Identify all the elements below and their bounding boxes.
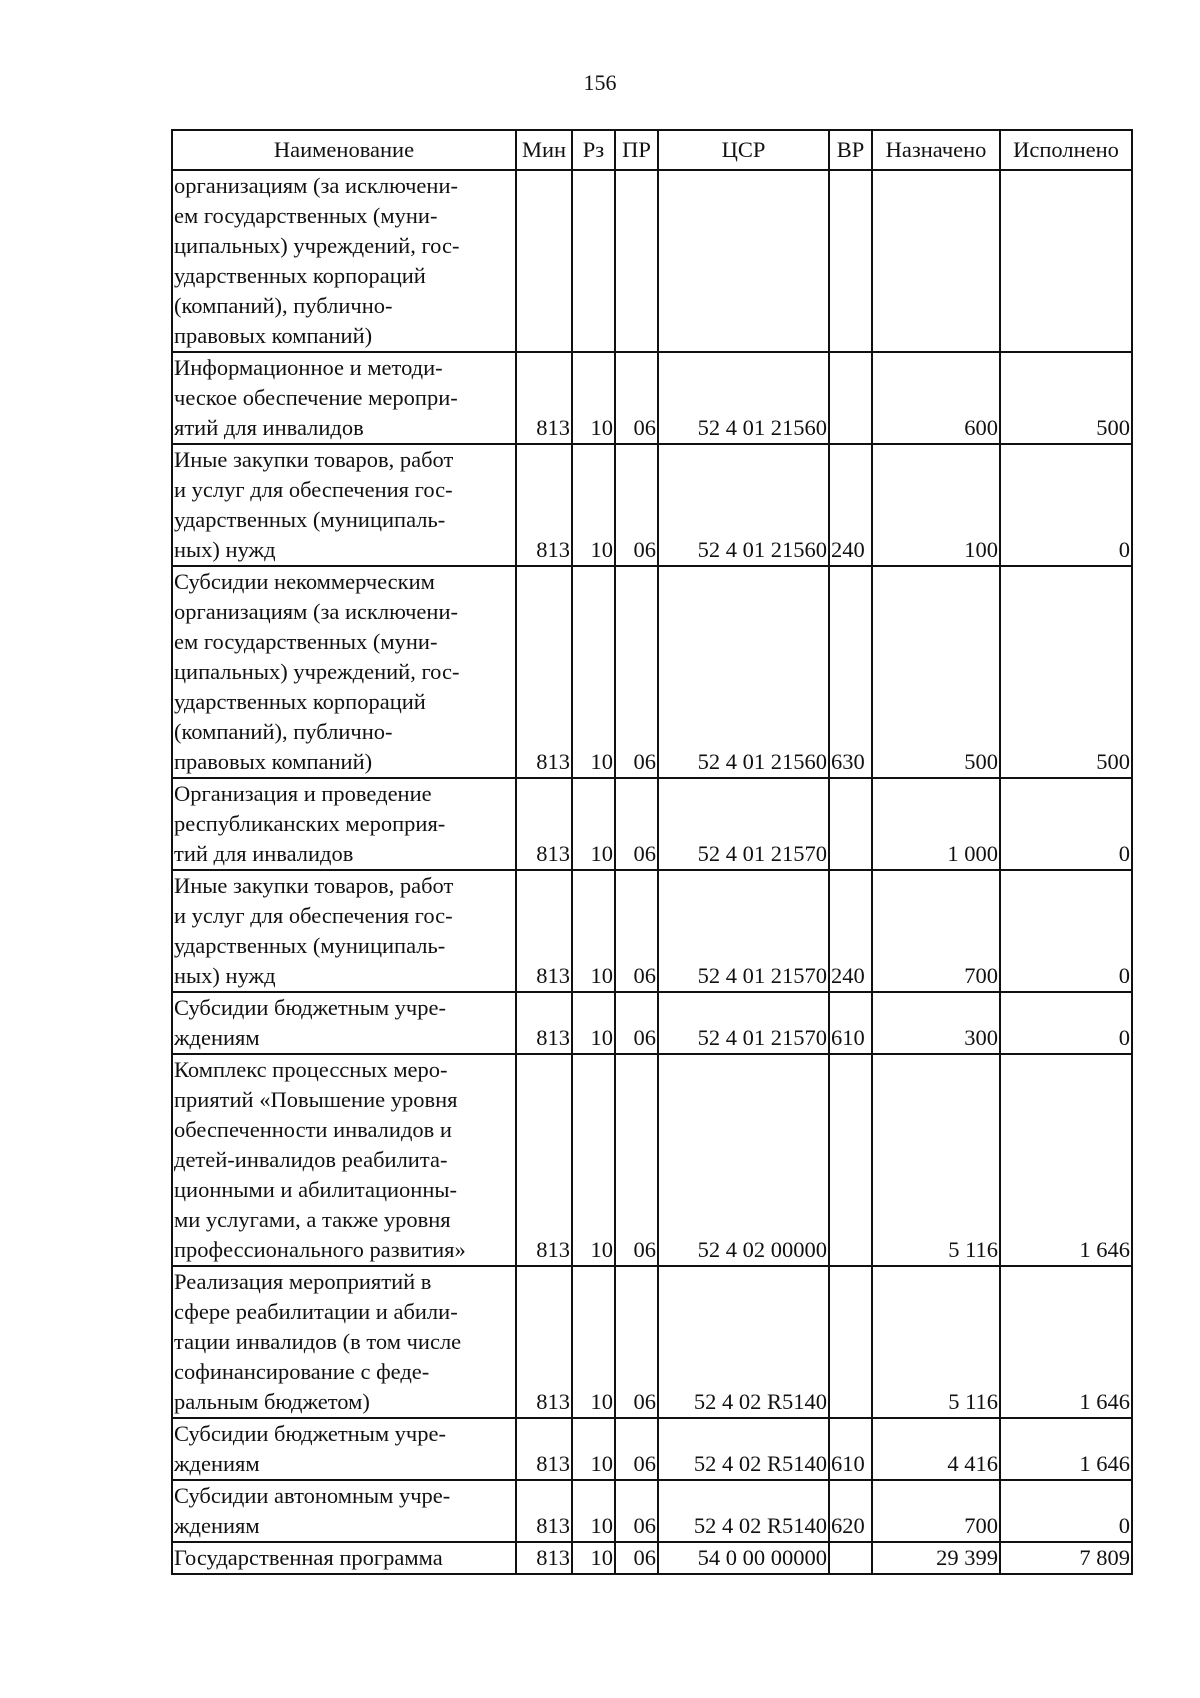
cell-csr: 52 4 02 00000 — [658, 1054, 829, 1266]
cell-assigned: 500 — [872, 566, 1000, 778]
table-row — [172, 170, 1132, 352]
cell-rz: 10 — [572, 566, 615, 778]
cell-vr — [829, 1266, 872, 1418]
cell-rz: 10 — [572, 1542, 615, 1574]
cell-executed: 0 — [1000, 444, 1132, 566]
name-line: (компаний), публично- — [174, 719, 393, 744]
cell-pr: 06 — [615, 992, 658, 1054]
cell-pr: 06 — [615, 566, 658, 778]
name-line: Субсидии некоммерческим — [174, 569, 435, 594]
table-row — [172, 1480, 1132, 1542]
name-line: правовых компаний) — [174, 749, 373, 774]
cell-min — [516, 170, 572, 352]
name-line: организациям (за исключени- — [174, 599, 458, 624]
cell-csr — [658, 170, 829, 352]
name-line: ем государственных (муни- — [174, 629, 438, 654]
name-line: ударственных (муниципаль- — [174, 933, 446, 958]
cell-rz: 10 — [572, 1418, 615, 1480]
cell-min: 813 — [516, 352, 572, 444]
cell-executed: 0 — [1000, 992, 1132, 1054]
name-line: ударственных (муниципаль- — [174, 507, 446, 532]
cell-min: 813 — [516, 1542, 572, 1574]
name-line: софинансирование с феде- — [174, 1359, 430, 1384]
cell-csr: 52 4 02 R5140 — [658, 1418, 829, 1480]
name-line: ципальных) учреждений, гос- — [174, 233, 460, 258]
cell-name — [172, 870, 516, 992]
name-line: ждениям — [174, 1025, 260, 1050]
cell-executed: 1 646 — [1000, 1266, 1132, 1418]
cell-pr — [615, 170, 658, 352]
header-pr: ПР — [615, 130, 658, 170]
name-line: ждениям — [174, 1451, 260, 1476]
cell-vr: 240 — [829, 870, 872, 992]
cell-assigned: 700 — [872, 870, 1000, 992]
cell-name — [172, 1054, 516, 1266]
name-line: Субсидии бюджетным учре- — [174, 995, 446, 1020]
cell-pr: 06 — [615, 1418, 658, 1480]
cell-csr: 52 4 02 R5140 — [658, 1480, 829, 1542]
cell-executed — [1000, 170, 1132, 352]
name-line: Субсидии автономным учре- — [174, 1483, 451, 1508]
cell-vr — [829, 1054, 872, 1266]
table-row — [172, 1418, 1132, 1480]
cell-assigned: 300 — [872, 992, 1000, 1054]
cell-assigned: 5 116 — [872, 1266, 1000, 1418]
name-line: организациям (за исключени- — [174, 173, 458, 198]
cell-assigned: 100 — [872, 444, 1000, 566]
cell-executed: 7 809 — [1000, 1542, 1132, 1574]
cell-csr: 52 4 01 21560 — [658, 566, 829, 778]
cell-name — [172, 1480, 516, 1542]
name-line: и услуг для обеспечения гос- — [174, 903, 453, 928]
name-line: профессионального развития» — [174, 1237, 466, 1262]
table-row — [172, 1054, 1132, 1266]
name-line: ятий для инвалидов — [174, 415, 364, 440]
name-line: Реализация мероприятий в — [174, 1269, 432, 1294]
cell-csr: 52 4 01 21570 — [658, 870, 829, 992]
cell-pr: 06 — [615, 1266, 658, 1418]
cell-executed: 500 — [1000, 566, 1132, 778]
name-line: Иные закупки товаров, работ — [174, 873, 454, 898]
name-line: ударственных корпораций — [174, 689, 426, 714]
cell-vr — [829, 170, 872, 352]
name-line: Государственная программа — [174, 1545, 443, 1570]
name-line: республиканских мероприя- — [174, 811, 446, 836]
cell-rz: 10 — [572, 870, 615, 992]
cell-min: 813 — [516, 1266, 572, 1418]
name-line: Комплекс процессных меро- — [174, 1057, 448, 1082]
header-executed: Исполнено — [1000, 130, 1132, 170]
cell-executed: 0 — [1000, 870, 1132, 992]
cell-pr: 06 — [615, 1480, 658, 1542]
name-line: Организация и проведение — [174, 781, 432, 806]
name-line: и услуг для обеспечения гос- — [174, 477, 453, 502]
name-line: ческое обеспечение меропри- — [174, 385, 458, 410]
name-line: приятий «Повышение уровня — [174, 1087, 458, 1112]
cell-name — [172, 1266, 516, 1418]
cell-min: 813 — [516, 566, 572, 778]
name-line: ми услугами, а также уровня — [174, 1207, 451, 1232]
cell-executed: 0 — [1000, 1480, 1132, 1542]
cell-assigned: 600 — [872, 352, 1000, 444]
cell-rz: 10 — [572, 444, 615, 566]
cell-csr: 52 4 02 R5140 — [658, 1266, 829, 1418]
cell-min: 813 — [516, 778, 572, 870]
cell-min: 813 — [516, 870, 572, 992]
cell-csr: 54 0 00 00000 — [658, 1542, 829, 1574]
table-row — [172, 352, 1132, 444]
name-line: ударственных корпораций — [174, 263, 426, 288]
cell-pr: 06 — [615, 352, 658, 444]
table-row — [172, 992, 1132, 1054]
cell-min: 813 — [516, 992, 572, 1054]
cell-vr: 610 — [829, 1418, 872, 1480]
page-number: 156 — [583, 70, 617, 95]
header-assigned: Назначено — [872, 130, 1000, 170]
name-line: обеспеченности инвалидов и — [174, 1117, 452, 1142]
table-row — [172, 566, 1132, 778]
cell-csr: 52 4 01 21570 — [658, 778, 829, 870]
header-vr: ВР — [829, 130, 872, 170]
cell-pr: 06 — [615, 778, 658, 870]
table-body — [172, 170, 1132, 1574]
name-line: сфере реабилитации и абили- — [174, 1299, 458, 1324]
cell-vr: 620 — [829, 1480, 872, 1542]
cell-assigned: 1 000 — [872, 778, 1000, 870]
cell-assigned: 5 116 — [872, 1054, 1000, 1266]
cell-vr: 610 — [829, 992, 872, 1054]
table-row — [172, 444, 1132, 566]
cell-vr: 630 — [829, 566, 872, 778]
name-line: ждениям — [174, 1513, 260, 1538]
name-line: правовых компаний) — [174, 323, 373, 348]
table-row — [172, 1266, 1132, 1418]
cell-vr: 240 — [829, 444, 872, 566]
cell-name — [172, 170, 516, 352]
name-line: Иные закупки товаров, работ — [174, 447, 454, 472]
header-rz: Рз — [572, 130, 615, 170]
cell-rz: 10 — [572, 992, 615, 1054]
cell-csr: 52 4 01 21570 — [658, 992, 829, 1054]
cell-pr: 06 — [615, 1054, 658, 1266]
budget-table — [171, 129, 1133, 1575]
cell-min: 813 — [516, 444, 572, 566]
cell-rz: 10 — [572, 352, 615, 444]
cell-rz: 10 — [572, 1266, 615, 1418]
name-line: ных) нужд — [174, 537, 276, 562]
name-line: детей-инвалидов реабилита- — [174, 1147, 448, 1172]
name-line: тации инвалидов (в том числе — [174, 1329, 462, 1354]
cell-vr — [829, 352, 872, 444]
cell-name — [172, 778, 516, 870]
cell-executed: 500 — [1000, 352, 1132, 444]
cell-name — [172, 566, 516, 778]
name-line: ционными и абилитационны- — [174, 1177, 457, 1202]
cell-rz — [572, 170, 615, 352]
cell-executed: 1 646 — [1000, 1054, 1132, 1266]
cell-rz: 10 — [572, 778, 615, 870]
header-name: Наименование — [172, 130, 516, 170]
cell-vr — [829, 1542, 872, 1574]
cell-csr: 52 4 01 21560 — [658, 444, 829, 566]
name-line: (компаний), публично- — [174, 293, 393, 318]
name-line: ем государственных (муни- — [174, 203, 438, 228]
table-row — [172, 778, 1132, 870]
name-line: тий для инвалидов — [174, 841, 354, 866]
cell-min: 813 — [516, 1054, 572, 1266]
cell-min: 813 — [516, 1480, 572, 1542]
cell-assigned: 4 416 — [872, 1418, 1000, 1480]
name-line: Субсидии бюджетным учре- — [174, 1421, 446, 1446]
cell-executed: 1 646 — [1000, 1418, 1132, 1480]
header-min: Мин — [516, 130, 572, 170]
name-line: Информационное и методи- — [174, 355, 443, 380]
table-row — [172, 870, 1132, 992]
cell-min: 813 — [516, 1418, 572, 1480]
cell-assigned: 29 399 — [872, 1542, 1000, 1574]
cell-vr — [829, 778, 872, 870]
cell-assigned — [872, 170, 1000, 352]
name-line: ципальных) учреждений, гос- — [174, 659, 460, 684]
header-csr: ЦСР — [658, 130, 829, 170]
cell-name — [172, 352, 516, 444]
table-row — [172, 1542, 1132, 1574]
cell-name — [172, 1542, 516, 1574]
name-line: ральным бюджетом) — [174, 1389, 370, 1414]
cell-name — [172, 992, 516, 1054]
cell-rz: 10 — [572, 1480, 615, 1542]
cell-name — [172, 444, 516, 566]
cell-assigned: 700 — [872, 1480, 1000, 1542]
cell-pr: 06 — [615, 1542, 658, 1574]
cell-pr: 06 — [615, 444, 658, 566]
name-line: ных) нужд — [174, 963, 276, 988]
cell-executed: 0 — [1000, 778, 1132, 870]
cell-pr: 06 — [615, 870, 658, 992]
cell-name — [172, 1418, 516, 1480]
cell-rz: 10 — [572, 1054, 615, 1266]
table-header-row — [172, 130, 1132, 170]
cell-csr: 52 4 01 21560 — [658, 352, 829, 444]
